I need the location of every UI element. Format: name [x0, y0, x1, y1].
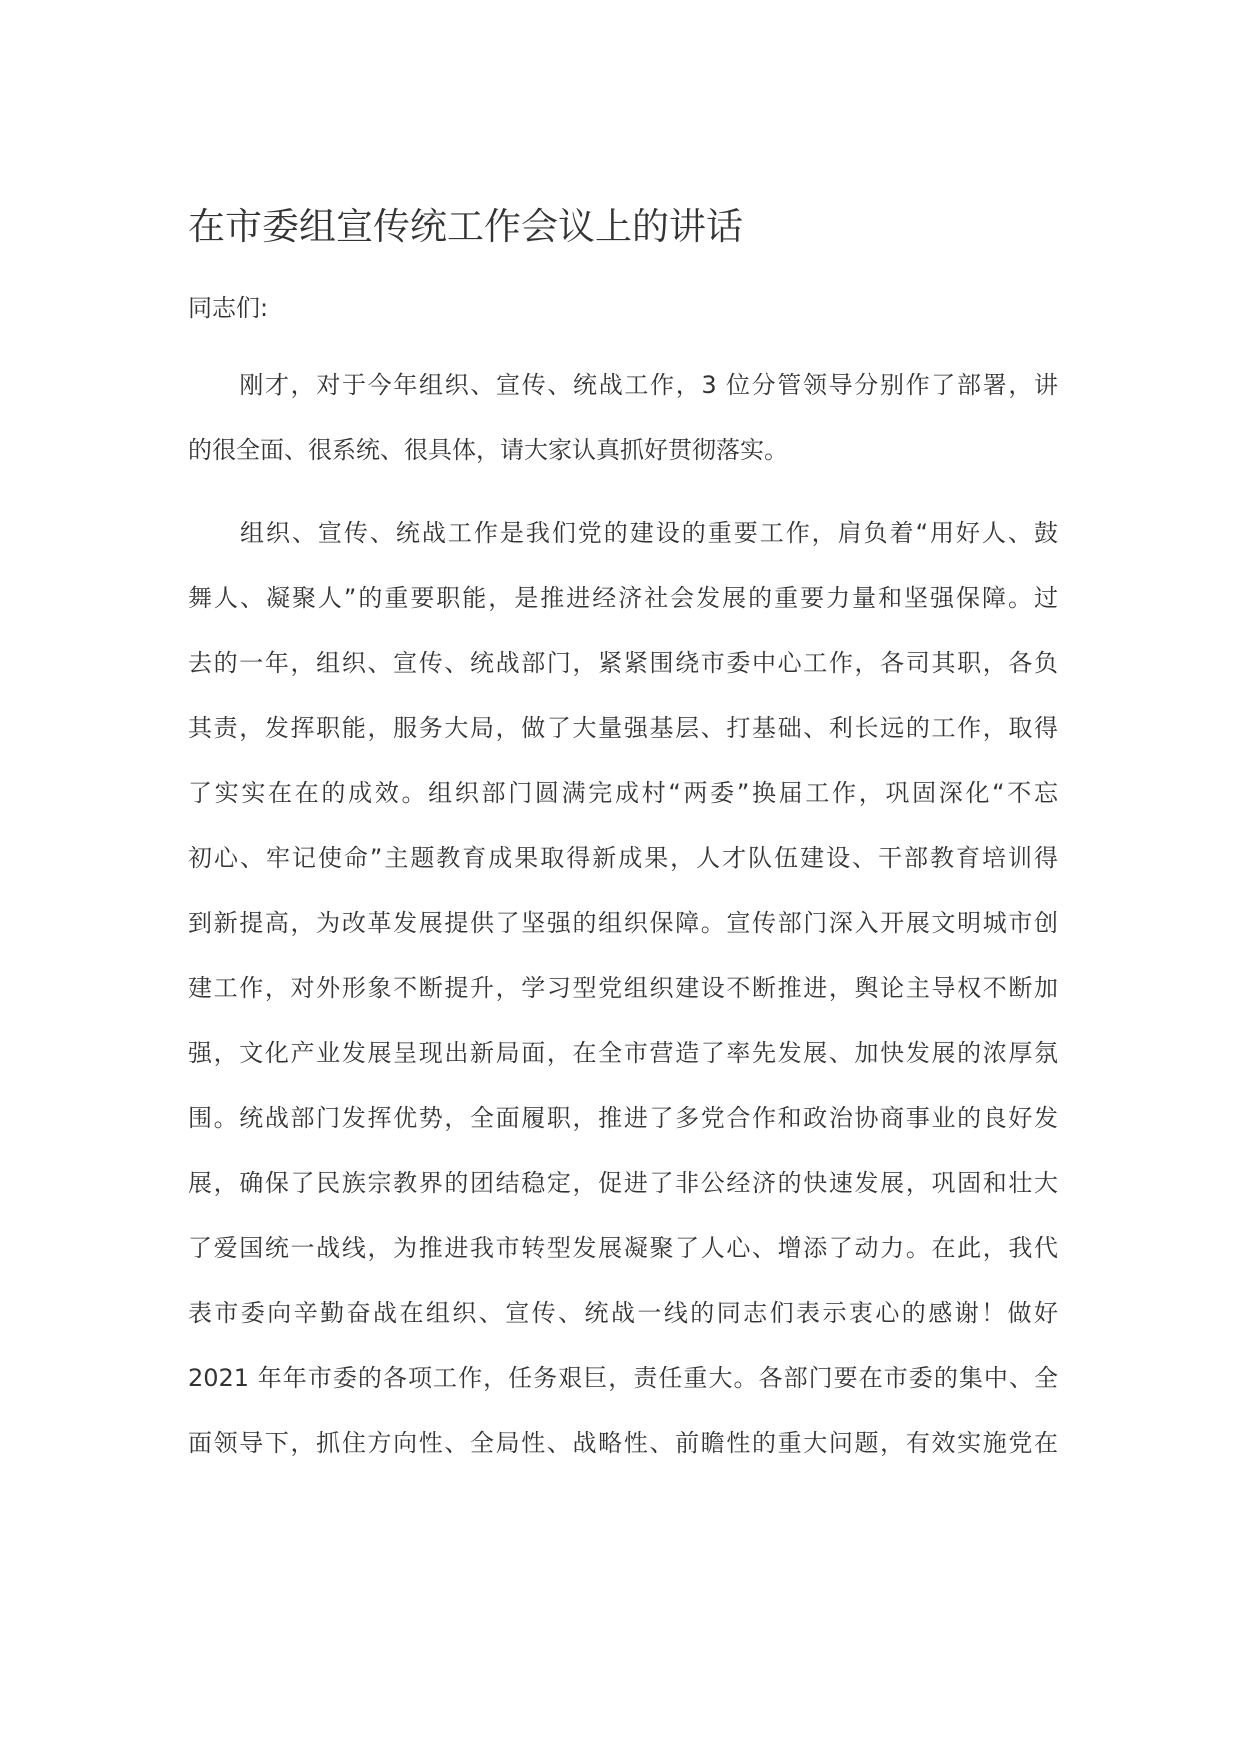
paragraph-line: 初心、牢记使命”主题教育成果取得新成果，人才队伍建设、干部教育培训得 [188, 844, 1058, 872]
paragraph-line: 强，文化产业发展呈现出新局面，在全市营造了率先发展、加快发展的浓厚氛 [188, 1039, 1058, 1067]
paragraph-line: 了实实在在的成效。组织部门圆满完成村“两委”换届工作，巩固深化“不忘 [188, 779, 1058, 807]
paragraph-line: 其责，发挥职能，服务大局，做了大量强基层、打基础、利长远的工作，取得 [188, 714, 1058, 742]
paragraph-line: 建工作，对外形象不断提升，学习型党组织建设不断推进，舆论主导权不断加 [188, 974, 1058, 1002]
salutation: 同志们: [188, 294, 269, 322]
paragraph-line: 2021 年年市委的各项工作，任务艰巨，责任重大。各部门要在市委的集中、全 [188, 1364, 1058, 1392]
paragraph-1 [188, 367, 1058, 497]
paragraph-line: 面领导下，抓住方向性、全局性、战略性、前瞻性的重大问题，有效实施党在 [188, 1429, 1058, 1457]
paragraph-line: 到新提高，为改革发展提供了坚强的组织保障。宣传部门深入开展文明城市创 [188, 909, 1058, 937]
paragraph-line: 展，确保了民族宗教界的团结稳定，促进了非公经济的快速发展，巩固和壮大 [188, 1169, 1058, 1197]
paragraph-line: 刚才，对于今年组织、宣传、统战工作，3 位分管领导分别作了部署，讲 [188, 371, 1058, 399]
paragraph-line: 的很全面、很系统、很具体，请大家认真抓好贯彻落实。 [188, 436, 788, 464]
document-title: 在市委组宣传统工作会议上的讲话 [188, 205, 743, 248]
paragraph-line: 围。统战部门发挥优势，全面履职，推进了多党合作和政治协商事业的良好发 [188, 1104, 1058, 1132]
paragraph-line: 组织、宣传、统战工作是我们党的建设的重要工作，肩负着“用好人、鼓 [188, 519, 1058, 547]
paragraph-2 [188, 515, 1058, 1490]
paragraph-line: 了爱国统一战线，为推进我市转型发展凝聚了人心、增添了动力。在此，我代 [188, 1234, 1058, 1262]
paragraph-line: 表市委向辛勤奋战在组织、宣传、统战一线的同志们表示衷心的感谢！做好 [188, 1299, 1058, 1327]
paragraph-line: 舞人、凝聚人”的重要职能，是推进经济社会发展的重要力量和坚强保障。过 [188, 584, 1058, 612]
paragraph-line: 去的一年，组织、宣传、统战部门，紧紧围绕市委中心工作，各司其职，各负 [188, 649, 1058, 677]
